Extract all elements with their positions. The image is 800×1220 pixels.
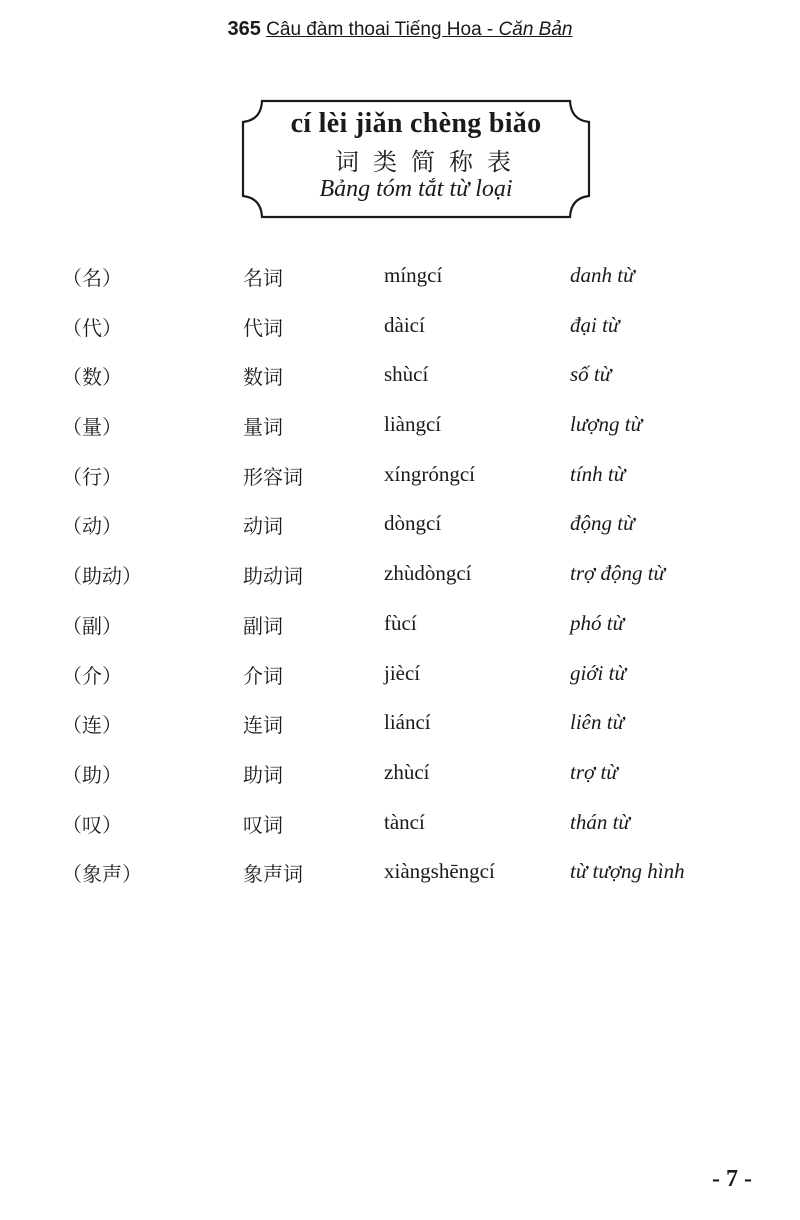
abbr-cell: （量） <box>62 415 122 440</box>
table-row <box>0 852 800 902</box>
abbr-cell: （象声） <box>62 862 142 887</box>
pinyin-cell: zhùdòngcí <box>384 561 472 586</box>
abbr-cell: （副） <box>62 613 122 638</box>
abbr-cell: （动） <box>62 514 122 539</box>
table-row <box>0 554 800 604</box>
pinyin-cell: xíngróngcí <box>384 461 475 486</box>
vietnamese-cell: lượng từ <box>570 412 643 437</box>
table-row <box>0 306 800 356</box>
table-row <box>0 654 800 704</box>
table-row <box>0 455 800 505</box>
pinyin-cell: míngcí <box>384 263 443 287</box>
vietnamese-cell: động từ <box>570 511 635 536</box>
pinyin-cell: liáncí <box>384 710 431 735</box>
vietnamese-cell: phó từ <box>570 610 625 635</box>
hanzi-cell: 叹词 <box>243 812 283 837</box>
table-row <box>0 803 800 853</box>
table-row <box>0 355 800 405</box>
pinyin-cell: dòngcí <box>384 511 442 536</box>
abbr-cell: （代） <box>62 315 122 340</box>
hanzi-cell: 助词 <box>243 762 283 787</box>
vietnamese-cell: trợ từ <box>570 759 618 784</box>
vietnamese-cell: thán từ <box>570 809 630 834</box>
header-title: Câu đàm thoai Tiếng Hoa - <box>266 19 499 40</box>
pinyin-cell: liàngcí <box>384 412 442 437</box>
page-header <box>0 18 800 41</box>
vietnamese-cell: liên từ <box>570 710 625 735</box>
pinyin-cell: fùcí <box>384 610 417 635</box>
table-row <box>0 753 800 803</box>
abbr-cell: （连） <box>62 713 122 738</box>
hanzi-cell: 名词 <box>243 266 283 290</box>
pinyin-cell: jiècí <box>384 660 421 685</box>
hanzi-cell: 数词 <box>243 365 283 390</box>
abbr-cell: （介） <box>62 663 122 688</box>
pinyin-cell: shùcí <box>384 362 429 387</box>
hanzi-cell: 形容词 <box>243 464 303 489</box>
hanzi-cell: 象声词 <box>243 862 303 887</box>
table-row <box>0 604 800 654</box>
word-class-table <box>0 256 800 902</box>
page-number: - 7 - <box>712 1166 752 1192</box>
table-row <box>0 405 800 455</box>
vietnamese-cell: giới từ <box>570 660 626 685</box>
pinyin-cell: xiàngshēngcí <box>384 859 495 884</box>
pinyin-cell: tàncí <box>384 809 425 834</box>
abbr-cell: （助动） <box>62 564 142 589</box>
vietnamese-cell: từ tượng hình <box>570 859 685 884</box>
table-row <box>0 703 800 753</box>
hanzi-cell: 助动词 <box>243 564 303 589</box>
table-row <box>0 256 800 306</box>
abbr-cell: （叹） <box>62 812 122 837</box>
pinyin-cell: zhùcí <box>384 759 430 784</box>
abbr-cell: （数） <box>62 365 122 390</box>
hanzi-cell: 动词 <box>243 514 283 539</box>
header-subtitle: Căn Bản <box>498 19 573 40</box>
hanzi-cell: 连词 <box>243 713 283 738</box>
abbr-cell: （名） <box>62 266 122 290</box>
hanzi-cell: 量词 <box>243 415 283 440</box>
title-vietnamese: Bảng tóm tắt từ loại <box>319 176 513 202</box>
vietnamese-cell: đại từ <box>570 312 620 337</box>
abbr-cell: （行） <box>62 464 122 489</box>
vietnamese-cell: số từ <box>570 362 612 387</box>
title-hanzi: 词类简称表 <box>335 148 525 176</box>
vietnamese-cell: trợ động từ <box>570 561 666 586</box>
title-pinyin: cí lèi jiǎn chèng biǎo <box>290 108 542 139</box>
header-number: 365 <box>227 18 261 40</box>
vietnamese-cell: tính từ <box>570 461 626 486</box>
vietnamese-cell: danh từ <box>570 263 635 287</box>
hanzi-cell: 代词 <box>243 315 283 340</box>
hanzi-cell: 副词 <box>243 613 283 638</box>
hanzi-cell: 介词 <box>243 663 283 688</box>
table-row <box>0 504 800 554</box>
abbr-cell: （助） <box>62 762 122 787</box>
title-box <box>240 98 592 220</box>
pinyin-cell: dàicí <box>384 312 425 337</box>
